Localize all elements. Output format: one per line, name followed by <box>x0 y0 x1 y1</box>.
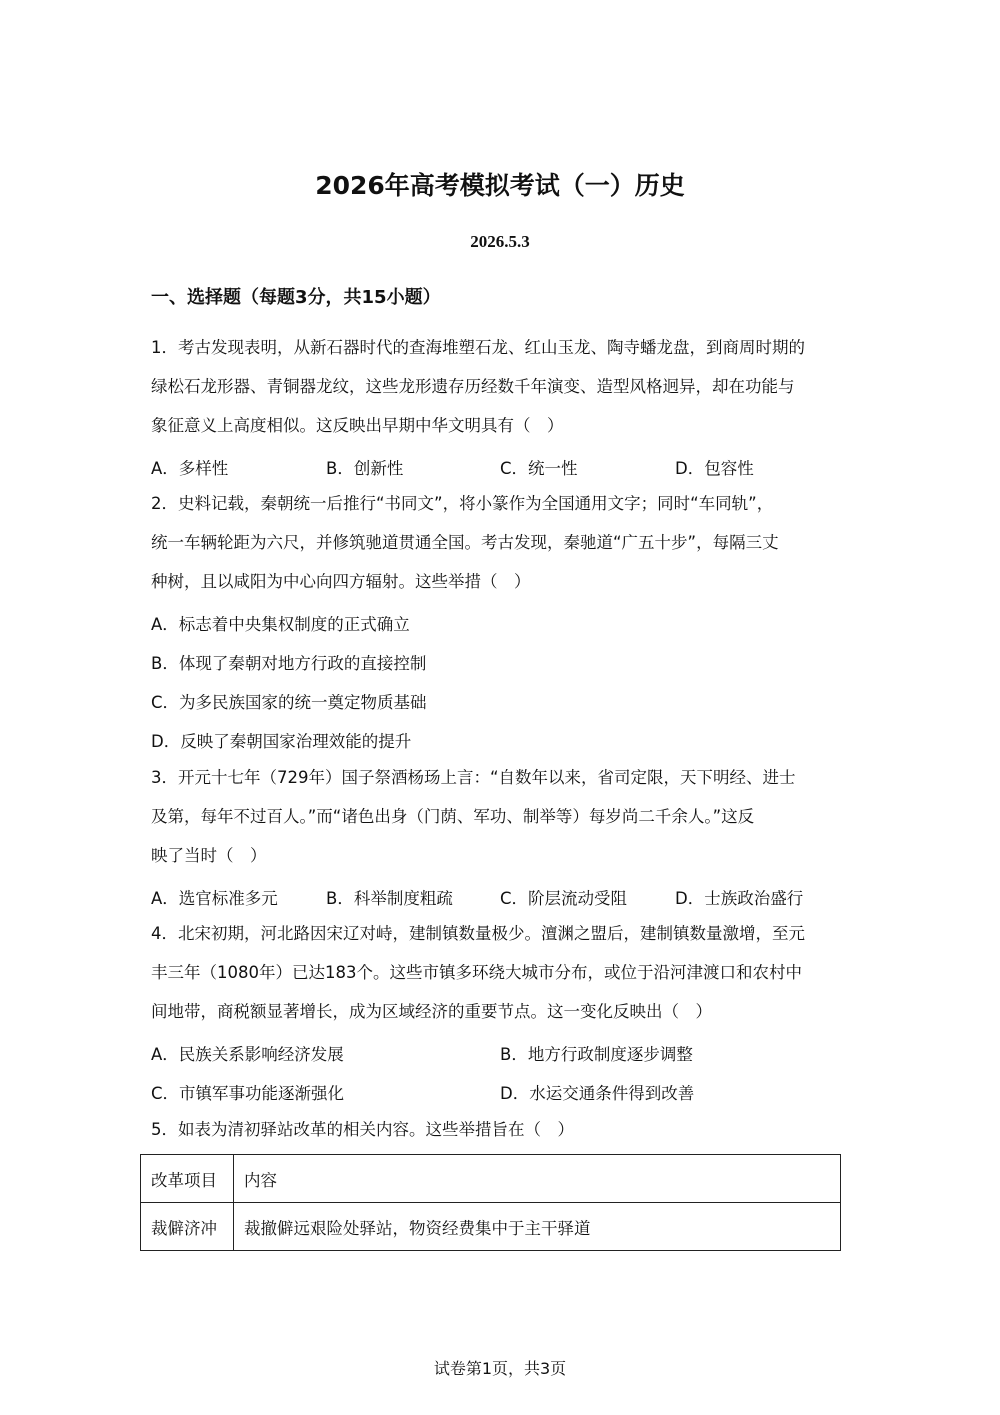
question-4-option-a[interactable]: A．民族关系影响经济发展 <box>151 1045 344 1064</box>
question-1-line-2: 绿松石龙形器、青铜器龙纹，这些龙形遗存历经数千年演变、造型风格迥异，却在功能与 <box>151 377 795 396</box>
question-1-option-c[interactable]: C．统一性 <box>500 459 578 478</box>
question-2-option-b[interactable]: B．体现了秦朝对地方行政的直接控制 <box>151 654 427 673</box>
question-2 <box>151 484 851 601</box>
question-3-line-1: 3．开元十七年（729年）国子祭酒杨玚上言：“自数年以来，省司定限，天下明经、进士 <box>151 768 796 787</box>
question-4-option-c[interactable]: C．市镇军事功能逐渐强化 <box>151 1084 345 1103</box>
question-4-option-b[interactable]: B．地方行政制度逐步调整 <box>500 1045 693 1064</box>
table-cell: 裁僻济冲 <box>141 1203 234 1251</box>
question-4-line-1: 4．北宋初期，河北路因宋辽对峙，建制镇数量极少。澶渊之盟后，建制镇数量激增，至元 <box>151 924 805 943</box>
question-3-option-c[interactable]: C．阶层流动受阻 <box>500 889 628 908</box>
question-1-option-d[interactable]: D．包容性 <box>675 459 754 478</box>
question-3-line-3: 映了当时（ ） <box>151 846 267 865</box>
question-4-option-d[interactable]: D．水运交通条件得到改善 <box>500 1084 695 1103</box>
question-4 <box>151 914 851 1031</box>
question-1 <box>151 328 851 445</box>
question-3 <box>151 758 851 875</box>
table-cell: 裁撤僻远艰险处驿站，物资经费集中于主干驿道 <box>234 1203 841 1251</box>
question-1-line-1: 1．考古发现表明，从新石器时代的查海堆塑石龙、红山玉龙、陶寺蟠龙盘，到商周时期的 <box>151 338 805 357</box>
question-4-line-2: 丰三年（1080年）已达183个。这些市镇多环绕大城市分布，或位于沿河津渡口和农村中 <box>151 963 802 982</box>
question-1-line-3: 象征意义上高度相似。这反映出早期中华文明具有（ ） <box>151 416 564 435</box>
question-2-line-2: 统一车辆轮距为六尺，并修筑驰道贯通全国。考古发现，秦驰道“广五十步”，每隔三丈 <box>151 533 779 552</box>
table-header-cell: 改革项目 <box>141 1155 234 1203</box>
question-2-option-a[interactable]: A．标志着中央集权制度的正式确立 <box>151 615 410 634</box>
question-4-line-3: 间地带，商税额显著增长，成为区域经济的重要节点。这一变化反映出（ ） <box>151 1002 712 1021</box>
question-3-line-2: 及第，每年不过百人。”而“诸色出身（门荫、军功、制举等）每岁尚二千余人。”这反 <box>151 807 755 826</box>
question-2-line-1: 2．史料记载，秦朝统一后推行“书同文”，将小篆作为全国通用文字；同时“车同轨”， <box>151 494 774 513</box>
table-header-row <box>141 1155 841 1203</box>
exam-date: 2026.5.3 <box>470 232 530 251</box>
question-3-option-a[interactable]: A．选官标准多元 <box>151 889 278 908</box>
question-5-line-1: 5．如表为清初驿站改革的相关内容。这些举措旨在（ ） <box>151 1120 574 1139</box>
question-2-option-c[interactable]: C．为多民族国家的统一奠定物质基础 <box>151 693 427 712</box>
exam-title: 2026年高考模拟考试（一）历史 <box>315 171 685 200</box>
question-5 <box>151 1110 851 1149</box>
question-1-option-a[interactable]: A．多样性 <box>151 459 229 478</box>
reform-table <box>140 1154 841 1251</box>
question-2-line-3: 种树，且以咸阳为中心向四方辐射。这些举措（ ） <box>151 572 531 591</box>
page-footer: 试卷第1页，共3页 <box>433 1359 567 1378</box>
question-1-option-b[interactable]: B．创新性 <box>326 459 404 478</box>
question-3-option-d[interactable]: D．士族政治盛行 <box>675 889 804 908</box>
section-heading: 一、选择题（每题3分，共15小题） <box>151 287 441 308</box>
table-header-cell: 内容 <box>234 1155 841 1203</box>
question-3-option-b[interactable]: B．科举制度粗疏 <box>326 889 453 908</box>
table-row <box>141 1203 841 1251</box>
question-2-option-d[interactable]: D．反映了秦朝国家治理效能的提升 <box>151 732 412 751</box>
